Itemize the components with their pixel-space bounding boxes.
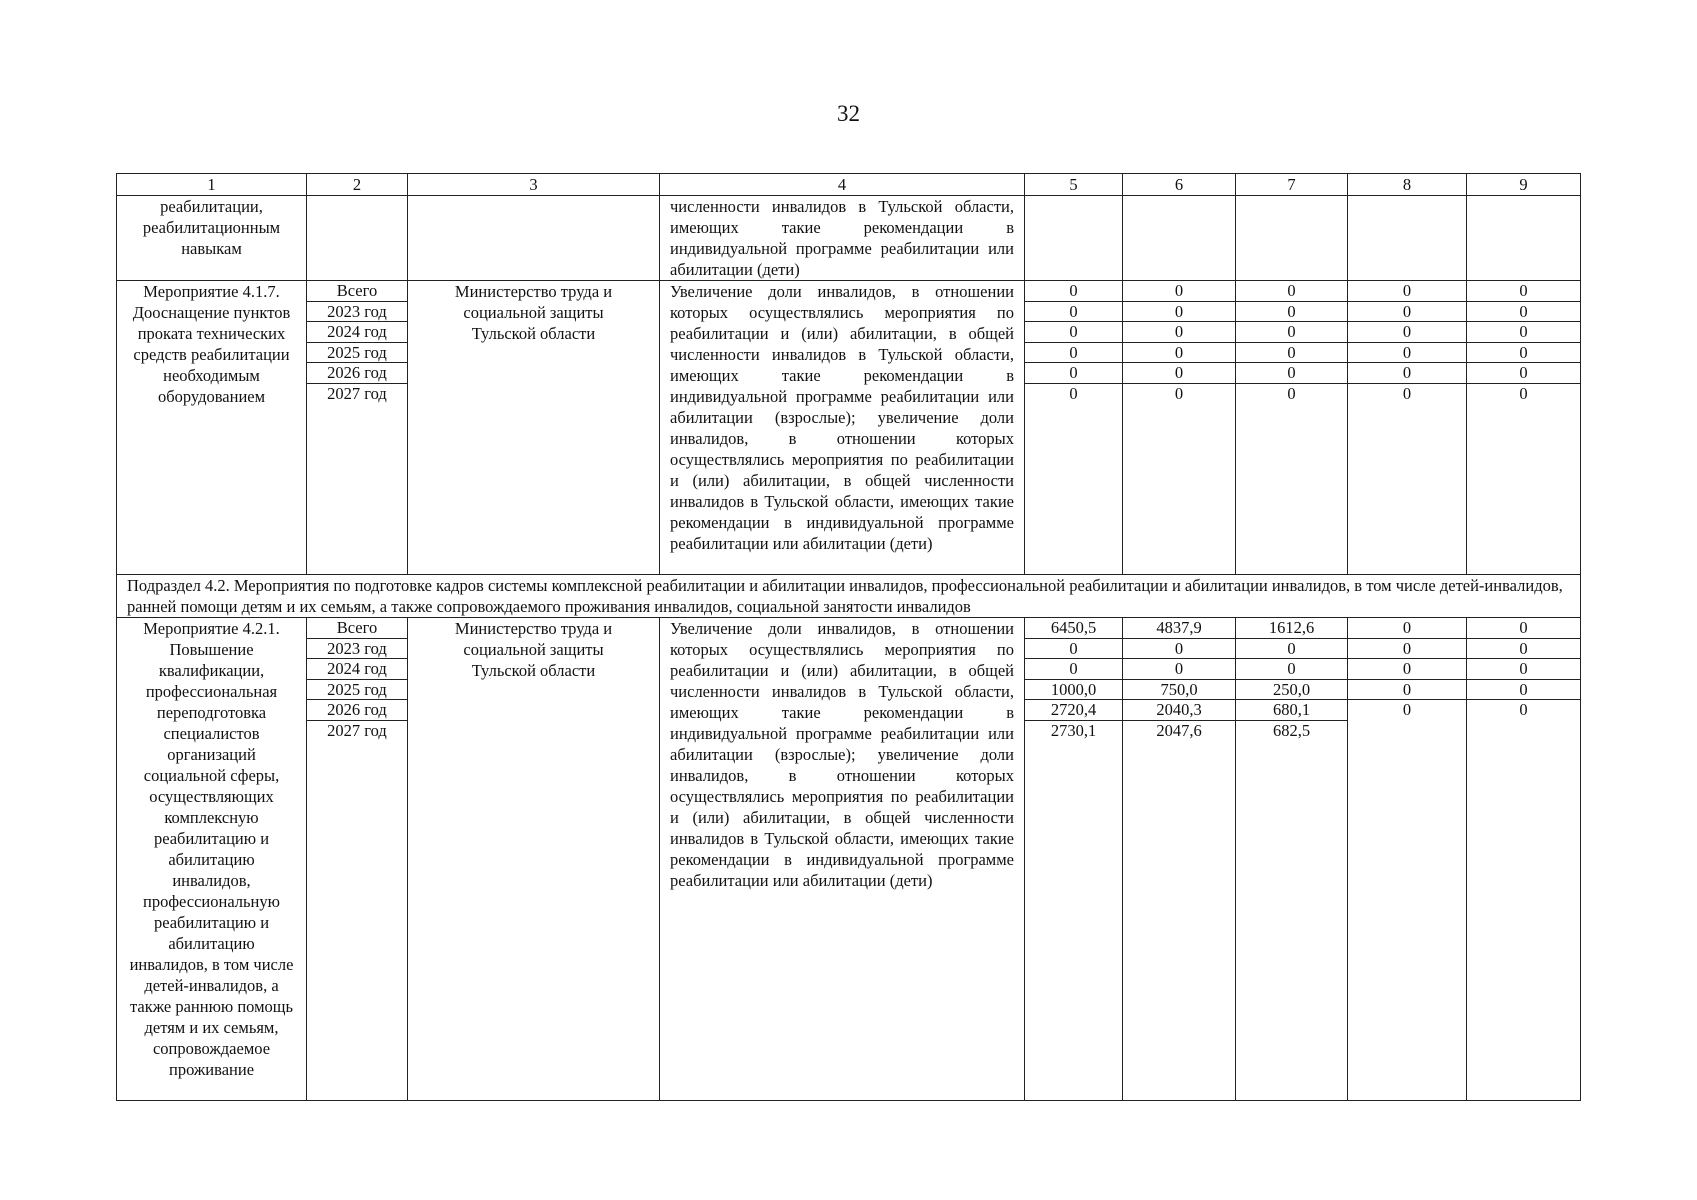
value: 0 [1123, 343, 1235, 364]
value: 0 [1236, 363, 1347, 384]
value-cell-col5 [1025, 618, 1123, 1101]
column-number-row [117, 174, 1581, 196]
value: 0 [1402, 700, 1412, 719]
subsection-title: Подраздел 4.2. Мероприятия по подготовке кадров системы комплексной реабилитации и абилитации инвалидов, профессиональной реабилитации и абилитации инвалидов, в том числе детей-инвалидов, ранней помощи детям и их семьям, а также сопровождаемого проживания инвалидов, социальной занятости инвалидов [117, 575, 1581, 618]
value: 0 [1025, 639, 1122, 660]
year-label: 2027 год [327, 383, 387, 403]
year-label: 2027 год [327, 720, 387, 740]
executor-cell: Министерство труда и социальной защиты Тульской области [408, 281, 660, 575]
year-label: 2023 год [307, 302, 407, 323]
value-cell-col9 [1467, 618, 1581, 1101]
year-label: Всего [307, 281, 407, 302]
value-cell-col8 [1348, 281, 1467, 575]
value: 0 [1123, 281, 1235, 302]
value: 0 [1467, 322, 1580, 343]
value: 0 [1287, 383, 1296, 403]
column-number: 7 [1236, 174, 1348, 196]
column-number: 6 [1123, 174, 1236, 196]
value-cell-col7 [1236, 281, 1348, 575]
value: 2047,6 [1156, 720, 1202, 740]
value: 0 [1519, 383, 1528, 403]
value: 0 [1123, 639, 1235, 660]
column-number: 5 [1025, 174, 1123, 196]
value-cell-col5 [1025, 281, 1123, 575]
value: 0 [1025, 659, 1122, 680]
indicator-cell: Увеличение доли инвалидов, в отношении которых осуществлялись мероприятия по реабилитации и (или) абилитации, в общей численности инвалидов в Тульской области, имеющих такие рекомендации в индивидуальной программе реабилитации или абилитации (взрослые); увеличение доли инвалидов, в отношении которых осуществлялись мероприятия по реабилитации и (или) абилитации, в общей численности инвалидов в Тульской области, имеющих такие рекомендации в индивидуальной программе реабилитации или абилитации (дети) [660, 281, 1025, 575]
value: 0 [1025, 363, 1122, 384]
value: 1612,6 [1236, 618, 1347, 639]
value: 0 [1467, 680, 1580, 701]
column-number: 3 [408, 174, 660, 196]
value: 0 [1467, 659, 1580, 680]
value: 0 [1236, 659, 1347, 680]
executor-cell: Министерство труда и социальной защиты Тульской области [408, 618, 660, 1101]
empty-cell [1123, 196, 1236, 281]
column-number: 9 [1467, 174, 1581, 196]
value: 0 [1519, 700, 1528, 719]
activity-name-cell: Мероприятие 4.1.7. Дооснащение пунктов проката технических средств реабилитации необходимым оборудованием [117, 281, 307, 575]
value: 680,1 [1236, 700, 1347, 721]
value-cell-col6 [1123, 281, 1236, 575]
value: 0 [1123, 322, 1235, 343]
value-cell-col6 [1123, 618, 1236, 1101]
value-cell-col9 [1467, 281, 1581, 575]
value-cell-col8 [1348, 618, 1467, 1101]
years-cell [307, 618, 408, 1101]
value: 0 [1467, 639, 1580, 660]
value: 0 [1348, 302, 1466, 323]
year-label: 2023 год [307, 639, 407, 660]
value: 0 [1348, 639, 1466, 660]
year-label: 2024 год [307, 659, 407, 680]
year-label: 2026 год [307, 363, 407, 384]
value: 250,0 [1236, 680, 1347, 701]
year-label: 2024 год [307, 322, 407, 343]
indicator-cell: Увеличение доли инвалидов, в отношении которых осуществлялись мероприятия по реабилитации и (или) абилитации, в общей численности инвалидов в Тульской области, имеющих такие рекомендации в индивидуальной программе реабилитации или абилитации (взрослые); увеличение доли инвалидов, в отношении которых осуществлялись мероприятия по реабилитации и (или) абилитации, в общей численности инвалидов в Тульской области, имеющих такие рекомендации в индивидуальной программе реабилитации или абилитации (дети) [660, 618, 1025, 1101]
empty-cell [408, 196, 660, 281]
value: 6450,5 [1025, 618, 1122, 639]
value: 0 [1123, 302, 1235, 323]
empty-cell [1348, 196, 1467, 281]
value: 0 [1236, 343, 1347, 364]
empty-cell [1025, 196, 1123, 281]
value: 0 [1236, 302, 1347, 323]
value: 0 [1348, 343, 1466, 364]
value: 0 [1025, 322, 1122, 343]
value: 682,5 [1272, 720, 1311, 740]
years-cell [307, 281, 408, 575]
subsection-row [117, 575, 1581, 618]
program-table [116, 173, 1581, 1101]
column-number: 1 [117, 174, 307, 196]
value: 0 [1025, 343, 1122, 364]
value: 0 [1123, 659, 1235, 680]
value-cell-col7 [1236, 618, 1348, 1101]
year-label: 2025 год [307, 680, 407, 701]
value: 0 [1123, 363, 1235, 384]
value: 0 [1236, 281, 1347, 302]
value: 0 [1467, 302, 1580, 323]
value: 0 [1348, 618, 1466, 639]
empty-cell [1236, 196, 1348, 281]
indicator-cell: численности инвалидов в Тульской области, имеющих такие рекомендации в индивидуальной программе реабилитации или абилитации (дети) [660, 196, 1025, 281]
year-label: 2025 год [307, 343, 407, 364]
value: 0 [1467, 363, 1580, 384]
continuation-row [117, 196, 1581, 281]
value: 0 [1348, 363, 1466, 384]
value: 0 [1174, 383, 1184, 403]
value: 2720,4 [1025, 700, 1122, 721]
value: 2040,3 [1123, 700, 1235, 721]
activity-row-4-2-1 [117, 618, 1581, 1101]
value: 0 [1236, 639, 1347, 660]
value: 0 [1467, 343, 1580, 364]
empty-cell [1467, 196, 1581, 281]
value: 0 [1348, 659, 1466, 680]
value: 0 [1467, 618, 1580, 639]
empty-cell [307, 196, 408, 281]
column-number: 8 [1348, 174, 1467, 196]
activity-row-4-1-7 [117, 281, 1581, 575]
value: 1000,0 [1025, 680, 1122, 701]
activity-name-cell: Мероприятие 4.2.1. Повышение квалификации, профессиональная переподготовка специалистов организаций социальной сферы, осуществляющих комплексную реабилитацию и абилитацию инвалидов, профессиональную реабилитацию и абилитацию инвалидов, в том числе детей-инвалидов, а также раннюю помощь детям и их семьям, сопровождаемое проживание [117, 618, 307, 1101]
value: 750,0 [1123, 680, 1235, 701]
value: 0 [1236, 322, 1347, 343]
value: 0 [1025, 281, 1122, 302]
value: 0 [1025, 302, 1122, 323]
value: 0 [1467, 281, 1580, 302]
page-number: 32 [837, 101, 860, 126]
column-number: 2 [307, 174, 408, 196]
value: 4837,9 [1123, 618, 1235, 639]
value: 0 [1348, 322, 1466, 343]
value: 2730,1 [1050, 720, 1097, 740]
activity-name-cell: реабилитации, реабилитационным навыкам [117, 196, 307, 281]
year-label: 2026 год [307, 700, 407, 721]
value: 0 [1348, 281, 1466, 302]
value: 0 [1348, 680, 1466, 701]
year-label: Всего [307, 618, 407, 639]
value: 0 [1402, 383, 1412, 403]
column-number: 4 [660, 174, 1025, 196]
value: 0 [1069, 383, 1078, 403]
